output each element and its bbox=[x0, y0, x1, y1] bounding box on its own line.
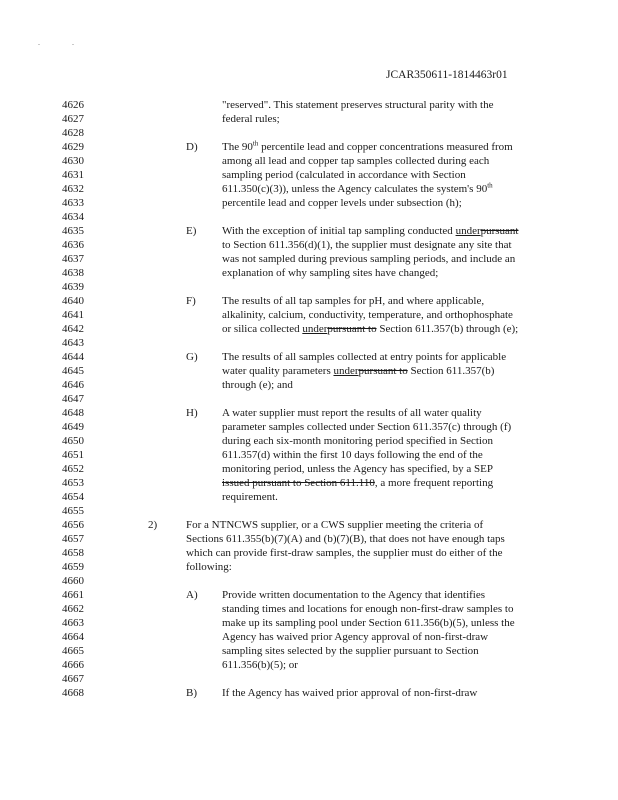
item-e-line-4: explanation of why sampling sites have changed; bbox=[222, 267, 439, 279]
line-number: 4637 bbox=[62, 253, 84, 265]
line-number: 4660 bbox=[62, 575, 84, 587]
line-number: 4663 bbox=[62, 617, 84, 629]
line-number: 4643 bbox=[62, 337, 84, 349]
line-number: 4647 bbox=[62, 393, 84, 405]
inserted-text: under bbox=[302, 323, 328, 335]
line-number: 4665 bbox=[62, 645, 84, 657]
item-e-line-3: was not sampled during previous sampling periods, and include an bbox=[222, 253, 516, 265]
paragraph-2-line-4: following: bbox=[186, 561, 232, 573]
line-number: 4656 bbox=[62, 519, 84, 531]
text-run: The 90 bbox=[222, 141, 253, 153]
item-f-line-3 bbox=[222, 323, 518, 336]
item-a-line-1: Provide written documentation to the Agency that identifies bbox=[222, 589, 486, 601]
item-a-line-6: 611.356(b)(5); or bbox=[222, 659, 298, 671]
deleted-text: pursuant bbox=[480, 225, 519, 237]
line-number: 4634 bbox=[62, 211, 84, 223]
item-g-line-2 bbox=[222, 365, 494, 378]
line-number: 4645 bbox=[62, 365, 84, 377]
line-number: 4630 bbox=[62, 155, 84, 167]
line-number: 4661 bbox=[62, 589, 84, 601]
line-number: 4636 bbox=[62, 239, 84, 251]
line-number: 4626 bbox=[62, 99, 84, 111]
item-d-line-2: among all lead and copper tap samples collected during each bbox=[222, 155, 490, 167]
item-b-line-1: If the Agency has waived prior approval of non-first-draw bbox=[222, 687, 478, 699]
paragraph-2-label: 2) bbox=[148, 519, 158, 531]
line-number: 4648 bbox=[62, 407, 84, 419]
line-number: 4666 bbox=[62, 659, 84, 671]
line-number: 4653 bbox=[62, 477, 84, 489]
line-number: 4662 bbox=[62, 603, 84, 615]
deleted-text: issued pursuant to Section 611.110 bbox=[222, 477, 375, 489]
scan-marks bbox=[38, 38, 104, 47]
line-number: 4639 bbox=[62, 281, 84, 293]
item-e-line-2: to Section 611.356(d)(1), the supplier must designate any site that bbox=[222, 239, 512, 251]
line-number: 4631 bbox=[62, 169, 84, 181]
text-run: 611.350(c)(3)), unless the Agency calculates the system's 90 bbox=[222, 183, 488, 195]
line-number: 4659 bbox=[62, 561, 84, 573]
line-number: 4627 bbox=[62, 113, 84, 125]
line-number: 4651 bbox=[62, 449, 84, 461]
line-number: 4650 bbox=[62, 435, 84, 447]
item-d-line-5: percentile lead and copper levels under subsection (h); bbox=[222, 197, 462, 209]
line-number: 4635 bbox=[62, 225, 84, 237]
line-number: 4652 bbox=[62, 463, 84, 475]
item-h-line-2: parameter samples collected under Section 611.357(c) through (f) bbox=[222, 421, 512, 433]
item-f-label: F) bbox=[186, 295, 196, 307]
line-number: 4654 bbox=[62, 491, 84, 503]
item-g-line-3: through (e); and bbox=[222, 379, 293, 391]
paragraph-2-line-3: which can provide first-draw samples, the supplier must do either of the bbox=[186, 547, 503, 559]
item-g-line-1: The results of all samples collected at entry points for applicable bbox=[222, 351, 507, 363]
item-h-line-4: 611.357(d) within the first 10 days following the end of the bbox=[222, 449, 483, 461]
line-number: 4628 bbox=[62, 127, 84, 139]
text-run: With the exception of initial tap sampling conducted bbox=[222, 225, 456, 237]
deleted-text: pursuant to bbox=[358, 365, 408, 377]
deleted-text: pursuant to bbox=[327, 323, 377, 335]
line-number: 4633 bbox=[62, 197, 84, 209]
item-e-label: E) bbox=[186, 225, 197, 237]
scan-mark: . bbox=[72, 38, 74, 47]
paragraph-2-line-2: Sections 611.355(b)(7)(A) and (b)(7)(B), that does not have enough taps bbox=[186, 533, 505, 545]
text-run: Section 611.357(b) bbox=[407, 365, 495, 377]
line-4627-text: federal rules; bbox=[222, 113, 280, 125]
item-a-line-5: sampling sites selected by the supplier pursuant to Section bbox=[222, 645, 479, 657]
item-e-line-1 bbox=[222, 225, 519, 238]
line-number: 4649 bbox=[62, 421, 84, 433]
item-a-line-2: standing times and locations for enough non-first-draw samples to bbox=[222, 603, 514, 615]
line-number: 4667 bbox=[62, 673, 84, 685]
item-a-label: A) bbox=[186, 589, 198, 601]
scan-mark: . bbox=[38, 38, 40, 47]
line-number: 4642 bbox=[62, 323, 84, 335]
text-run: water quality parameters bbox=[222, 365, 334, 377]
text-run: Section 611.357(b) through (e); bbox=[376, 323, 519, 335]
line-number: 4640 bbox=[62, 295, 84, 307]
item-d-line-4 bbox=[222, 183, 493, 196]
item-a-line-4: Agency has waived prior Agency approval of non-first-draw bbox=[222, 631, 489, 643]
paragraph-2-line-1: For a NTNCWS supplier, or a CWS supplier meeting the criteria of bbox=[186, 519, 484, 531]
item-g-label: G) bbox=[186, 351, 198, 363]
inserted-text: under bbox=[333, 365, 359, 377]
item-h-line-3: during each six-month monitoring period specified in Section bbox=[222, 435, 493, 447]
item-f-line-1: The results of all tap samples for pH, and where applicable, bbox=[222, 295, 485, 307]
line-number: 4638 bbox=[62, 267, 84, 279]
line-number: 4646 bbox=[62, 379, 84, 391]
item-b-label: B) bbox=[186, 687, 197, 699]
line-number: 4657 bbox=[62, 533, 84, 545]
item-a-line-3: make up its sampling pool under Section 611.356(b)(5), unless the bbox=[222, 617, 515, 629]
item-d-line-3: sampling period (calculated in accordance with Section bbox=[222, 169, 466, 181]
superscript: th bbox=[487, 181, 493, 190]
item-h-line-1: A water supplier must report the results of all water quality bbox=[222, 407, 482, 419]
item-h-line-5: monitoring period, unless the Agency has specified, by a SEP bbox=[222, 463, 493, 475]
item-d-line-1 bbox=[222, 141, 513, 154]
item-d-label: D) bbox=[186, 141, 198, 153]
superscript: th bbox=[252, 139, 259, 148]
line-4626-text: "reserved". This statement preserves structural parity with the bbox=[222, 99, 494, 111]
line-number: 4641 bbox=[62, 309, 84, 321]
document-id: JCAR350611-1814463r01 bbox=[386, 69, 508, 81]
line-number: 4668 bbox=[62, 687, 84, 699]
item-f-line-2: alkalinity, calcium, conductivity, temperature, and orthophosphate bbox=[222, 309, 513, 321]
line-number: 4629 bbox=[62, 141, 84, 153]
text-run: percentile lead and copper concentrations measured from bbox=[258, 141, 513, 153]
item-h-line-7: requirement. bbox=[222, 491, 278, 503]
line-number: 4632 bbox=[62, 183, 84, 195]
item-h-line-6 bbox=[222, 477, 493, 490]
line-number: 4644 bbox=[62, 351, 84, 363]
line-number: 4658 bbox=[62, 547, 84, 559]
text-run: or silica collected bbox=[222, 323, 303, 335]
text-run: , a more frequent reporting bbox=[374, 477, 494, 489]
line-number: 4664 bbox=[62, 631, 84, 643]
item-h-label: H) bbox=[186, 407, 198, 419]
line-number: 4655 bbox=[62, 505, 84, 517]
inserted-text: under bbox=[455, 225, 481, 237]
